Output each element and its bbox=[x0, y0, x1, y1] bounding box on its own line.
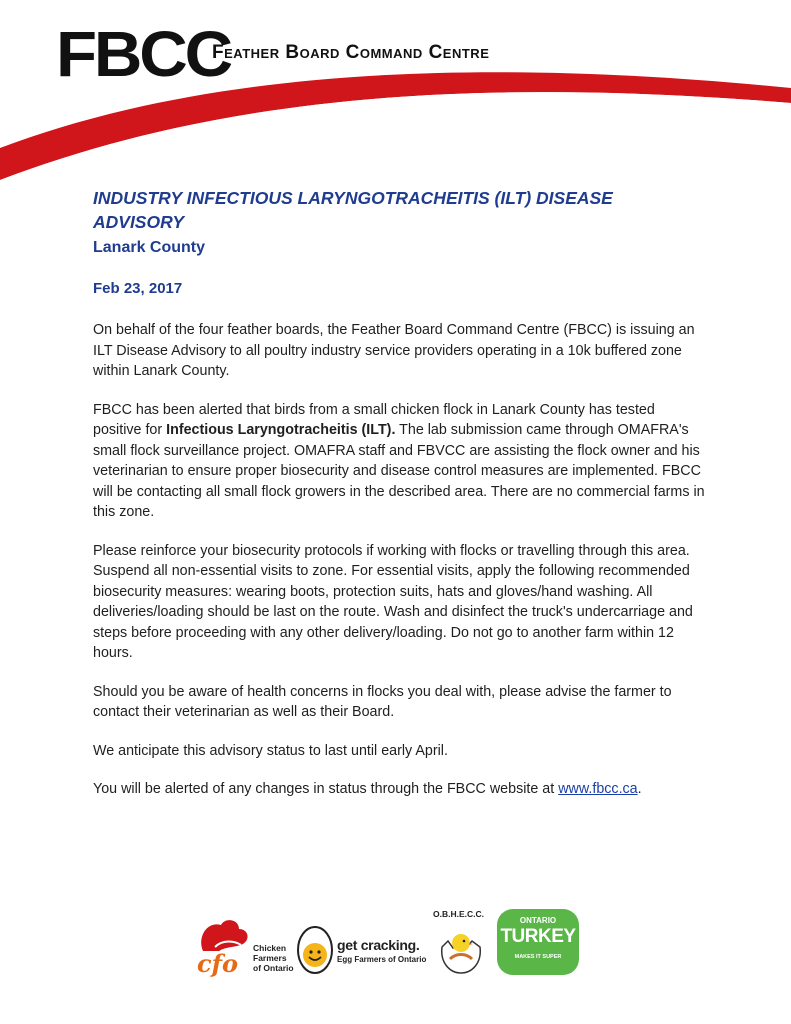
disease-name: Infectious Laryngotracheitis (ILT). bbox=[166, 422, 396, 438]
fbcc-logo: FBCC bbox=[56, 18, 231, 90]
egg-org-text: Egg Farmers of Ontario bbox=[337, 955, 427, 964]
smiling-egg-icon bbox=[295, 923, 335, 975]
cfo-name-line-3: of Ontario bbox=[253, 963, 294, 973]
ontario-turkey-logo bbox=[497, 909, 579, 975]
paragraph-biosecurity: Please reinforce your biosecurity protocols if working with flocks or travelling through this area. Suspend all non-essential visits to zone. For essential visits, apply the following recommended biosecurity measures: wearing boots, protection suits, hats and gloves/hand washing. All deliveries/loading should be last on the route. Wash and disinfect the truck's undercarriage and steps before proceeding with any other delivery/loading. Do not go to another farm within 12 hours. bbox=[93, 542, 693, 661]
paragraph-website-period: . bbox=[637, 781, 642, 797]
advisory-date: Feb 23, 2017 bbox=[93, 280, 183, 297]
fbcc-website-link[interactable]: www.fbcc.ca bbox=[558, 781, 638, 797]
cfo-wordmark: cfo bbox=[197, 949, 238, 978]
paragraph-duration: We anticipate this advisory status to last until early April. bbox=[93, 742, 448, 759]
paragraph-website bbox=[93, 779, 705, 800]
fbcc-full-name: Feather Board Command Centre bbox=[212, 42, 490, 63]
paragraph-alert bbox=[93, 400, 705, 523]
advisory-region: Lanark County bbox=[93, 239, 206, 256]
paragraph-intro: On behalf of the four feather boards, the Feather Board Command Centre (FBCC) is issuing an ILT Disease Advisory to all poultry industry service providers operating in a 10k buffered zone within Lanark County. bbox=[93, 322, 695, 379]
paragraph-alert-text-end: The lab submission came through OMAFRA's small flock surveillance project. OMAFRA staff and FBVCC are assisting the flock owner and his veterinarian to ensure proper biosecurity and disease control measures are implemented. FBCC will be contacting all small flock growers in the described area. There are no commercial farms in this zone. bbox=[93, 422, 705, 520]
advisory-body bbox=[93, 186, 705, 800]
turkey-top-text: ONTARIO bbox=[519, 916, 557, 925]
letterhead bbox=[0, 0, 791, 200]
egg-brand-text: get cracking. bbox=[337, 937, 420, 953]
obhecc-text: O.B.H.E.C.C. bbox=[433, 909, 485, 919]
paragraph-health-concerns: Should you be aware of health concerns in flocks you deal with, please advise the farmer to contact their veterinarian as well as their Board. bbox=[93, 683, 672, 720]
advisory-title: INDUSTRY INFECTIOUS LARYNGOTRACHEITIS (ILT) DISEASE ADVISORY bbox=[93, 188, 613, 232]
obhecc-logo bbox=[433, 905, 489, 979]
egg-farmers-logo bbox=[295, 921, 430, 985]
cfo-name-line-1: Chicken bbox=[253, 943, 287, 953]
paragraph-website-text: You will be alerted of any changes in status through the FBCC website at bbox=[93, 781, 559, 797]
cfo-logo bbox=[195, 917, 295, 985]
turkey-main-text: TURKEY bbox=[500, 926, 576, 947]
chick-in-egg-icon bbox=[436, 923, 486, 975]
cfo-name-line-2: Farmers bbox=[253, 953, 287, 963]
paragraph-alert-text-start: FBCC has been alerted that birds from a small chicken flock in Lanark County has tested positive for bbox=[93, 401, 655, 438]
turkey-tagline: MAKES IT SUPER bbox=[514, 954, 562, 960]
partner-logos bbox=[195, 905, 595, 985]
